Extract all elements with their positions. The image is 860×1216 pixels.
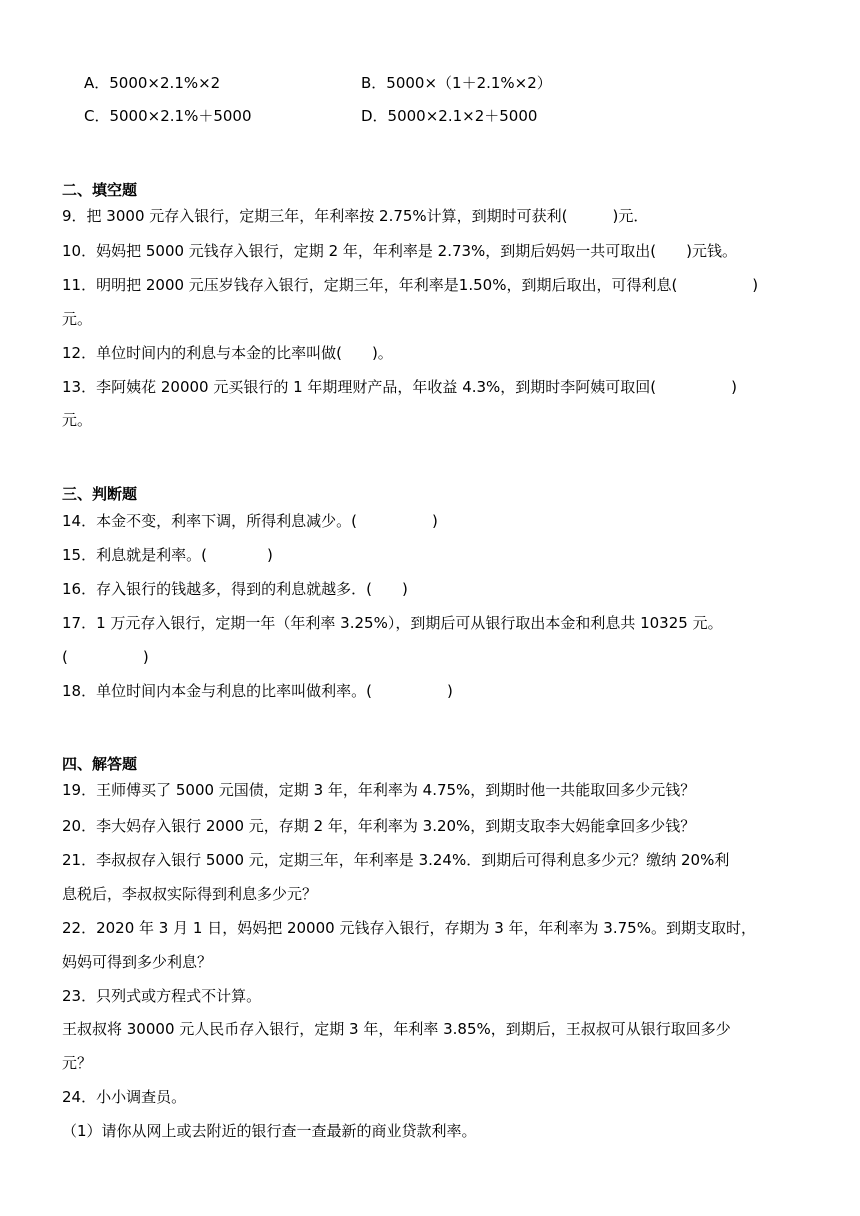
- option-b: B．5000×（1＋2.1%×2）: [361, 74, 552, 92]
- question-11: 11．明明把 2000 元压岁钱存入银行，定期三年，年利率是1.50%，到期后取出，可得利息( ): [62, 276, 759, 294]
- option-c: C．5000×2.1%＋5000: [84, 107, 252, 125]
- section-title-judgment: 三、判断题: [62, 485, 138, 503]
- question-17: 17．1 万元存入银行，定期一年（年利率 3.25%），到期后可从银行取出本金和利息共 10325 元。: [62, 614, 723, 632]
- option-d: D．5000×2.1×2＋5000: [361, 107, 538, 125]
- question-19: 19．王师傅买了 5000 元国债，定期 3 年，年利率为 4.75%，到期时他一共能取回多少元钱？: [62, 781, 696, 799]
- question-22: 22．2020 年 3 月 1 日，妈妈把 20000 元钱存入银行，存期为 3 年，年利率为 3.75%。到期支取时，: [62, 919, 756, 937]
- question-23: 23．只列式或方程式不计算。: [62, 987, 262, 1005]
- question-17-cont: ( ): [62, 648, 149, 666]
- question-23-text-cont: 元？: [62, 1054, 93, 1072]
- question-13: 13．李阿姨花 20000 元买银行的 1 年期理财产品，年收益 4.3%，到期时李阿姨可取回( ): [62, 378, 738, 396]
- question-15: 15．利息就是利率。( ): [62, 546, 273, 564]
- question-10: 10．妈妈把 5000 元钱存入银行，定期 2 年，年利率是 2.73%，到期后妈妈一共可取出( )元钱。: [62, 242, 738, 260]
- question-13-cont: 元。: [62, 411, 93, 429]
- question-23-text: 王叔叔将 30000 元人民币存入银行，定期 3 年，年利率 3.85%，到期后，王叔叔可从银行取回多少: [62, 1020, 731, 1038]
- question-20: 20．李大妈存入银行 2000 元，存期 2 年，年利率为 3.20%，到期支取李大妈能拿回多少钱？: [62, 817, 696, 835]
- question-9: 9．把 3000 元存入银行，定期三年，年利率按 2.75%计算，到期时可获利( )元．: [62, 207, 649, 225]
- question-14: 14．本金不变，利率下调，所得利息减少。( ): [62, 512, 438, 530]
- question-24: 24．小小调查员。: [62, 1088, 187, 1106]
- question-18: 18．单位时间内本金与利息的比率叫做利率。( ): [62, 682, 453, 700]
- option-a: A．5000×2.1%×2: [84, 74, 221, 92]
- question-11-cont: 元。: [62, 310, 93, 328]
- question-21: 21．李叔叔存入银行 5000 元，定期三年，年利率是 3.24%．到期后可得利息多少元？缴纳 20%利: [62, 851, 730, 869]
- question-24-part-1: （1）请你从网上或去附近的银行查一查最新的商业贷款利率。: [62, 1122, 477, 1140]
- question-12: 12．单位时间内的利息与本金的比率叫做( )。: [62, 344, 393, 362]
- question-16: 16．存入银行的钱越多，得到的利息就越多．( ): [62, 580, 408, 598]
- section-title-fill-blank: 二、填空题: [62, 181, 138, 199]
- section-title-solve: 四、解答题: [62, 755, 138, 773]
- question-21-cont: 息税后，李叔叔实际得到利息多少元？: [62, 885, 318, 903]
- question-22-cont: 妈妈可得到多少利息？: [62, 953, 213, 971]
